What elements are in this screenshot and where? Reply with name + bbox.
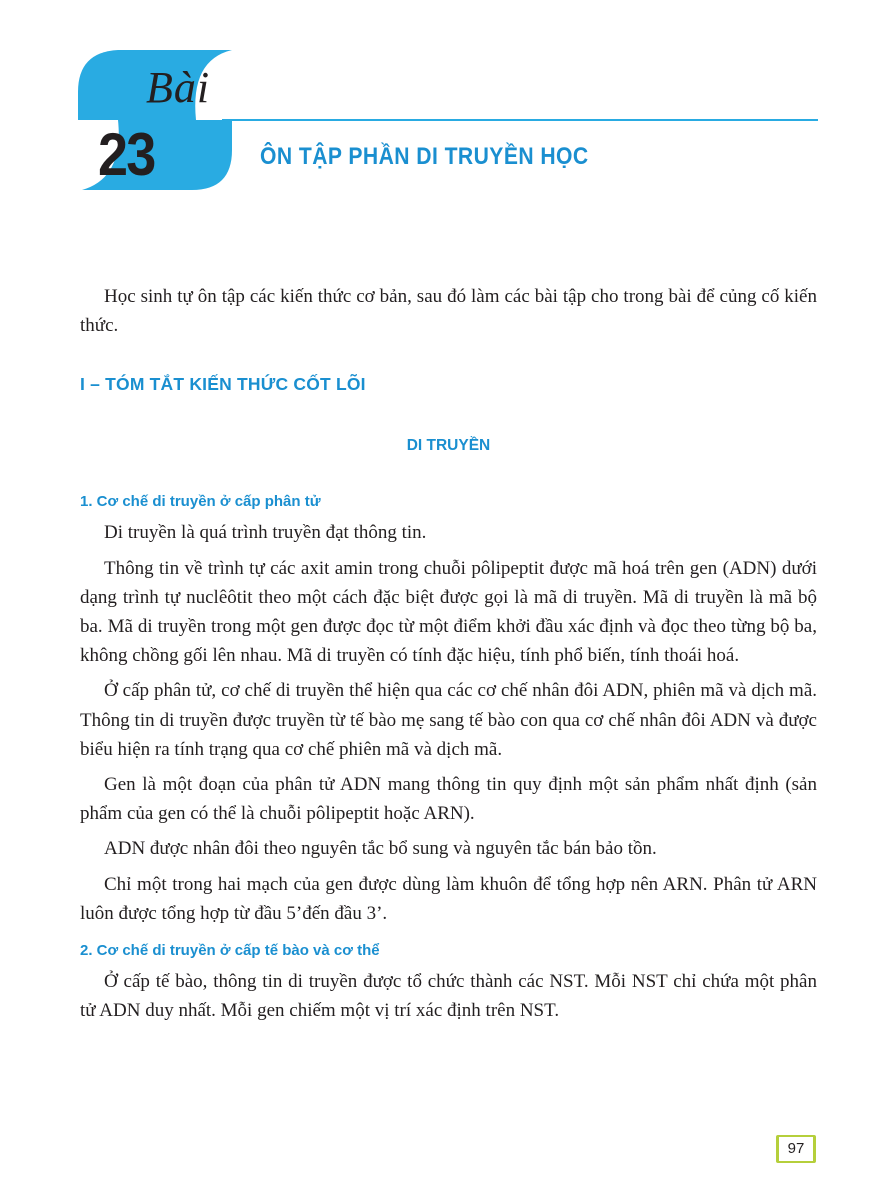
center-heading: DI TRUYỀN [406,437,491,455]
paragraph: Chỉ một trong hai mạch của gen được dùng làm khuôn để tổng hợp nên ARN. Phân tử ARN luôn được tổng hợp từ đầu 5’đến đầu 3’. [80,873,817,924]
paragraph: Di truyền là quá trình truyền đạt thông tin. [104,522,427,544]
subsection-heading-2: 2. Cơ chế di truyền ở cấp tế bào và cơ thể [80,942,380,960]
header-rule [222,119,818,121]
paragraph: Ở cấp phân tử, cơ chế di truyền thể hiện qua các cơ chế nhân đôi ADN, phiên mã và dịch mã. Thông tin di truyền được truyền từ tế bào mẹ sang tế bào con qua cơ chế nhân đôi ADN và được biểu hiện ra tính trạng qua cơ chế phiên mã và dịch mã. [80,680,817,760]
page-number: 97 [779,1137,813,1161]
lesson-title: ÔN TẬP PHẦN DI TRUYỀN HỌC [260,143,589,170]
section-heading: I – TÓM TẮT KIẾN THỨC CỐT LÕI [80,374,366,395]
subsection-heading-1: 1. Cơ chế di truyền ở cấp phân tử [80,493,321,511]
page-content [80,282,817,1031]
paragraph: Gen là một đoạn của phân tử ADN mang thông tin quy định một sản phẩm nhất định (sản phẩm của gen có thể là chuỗi pôlipeptit hoặc ARN). [80,774,817,825]
lesson-badge [0,0,892,210]
paragraph: Ở cấp tế bào, thông tin di truyền được tổ chức thành các NST. Mỗi NST chỉ chứa một phân tử ADN duy nhất. Mỗi gen chiếm một vị trí xác định trên NST. [80,971,817,1022]
paragraph: ADN được nhân đôi theo nguyên tắc bổ sung và nguyên tắc bán bảo tồn. [104,838,657,860]
lesson-number: 23 [98,121,155,188]
intro-paragraph: Học sinh tự ôn tập các kiến thức cơ bản, sau đó làm các bài tập cho trong bài để củng cố kiến thức. [80,286,817,337]
lesson-word: Bài [146,63,211,112]
paragraph: Thông tin về trình tự các axit amin trong chuỗi pôlipeptit được mã hoá trên gen (ADN) dưới dạng trình tự nuclêôtit theo một cách đặc biệt được gọi là mã di truyền. Mã di truyền là mã bộ ba. Mã di truyền trong một gen được đọc từ một điểm khởi đầu xác định và đọc theo từng bộ ba, không chồng gối lên nhau. Mã di truyền có tính đặc hiệu, tính phổ biến, tính thoái hoá. [80,557,817,667]
